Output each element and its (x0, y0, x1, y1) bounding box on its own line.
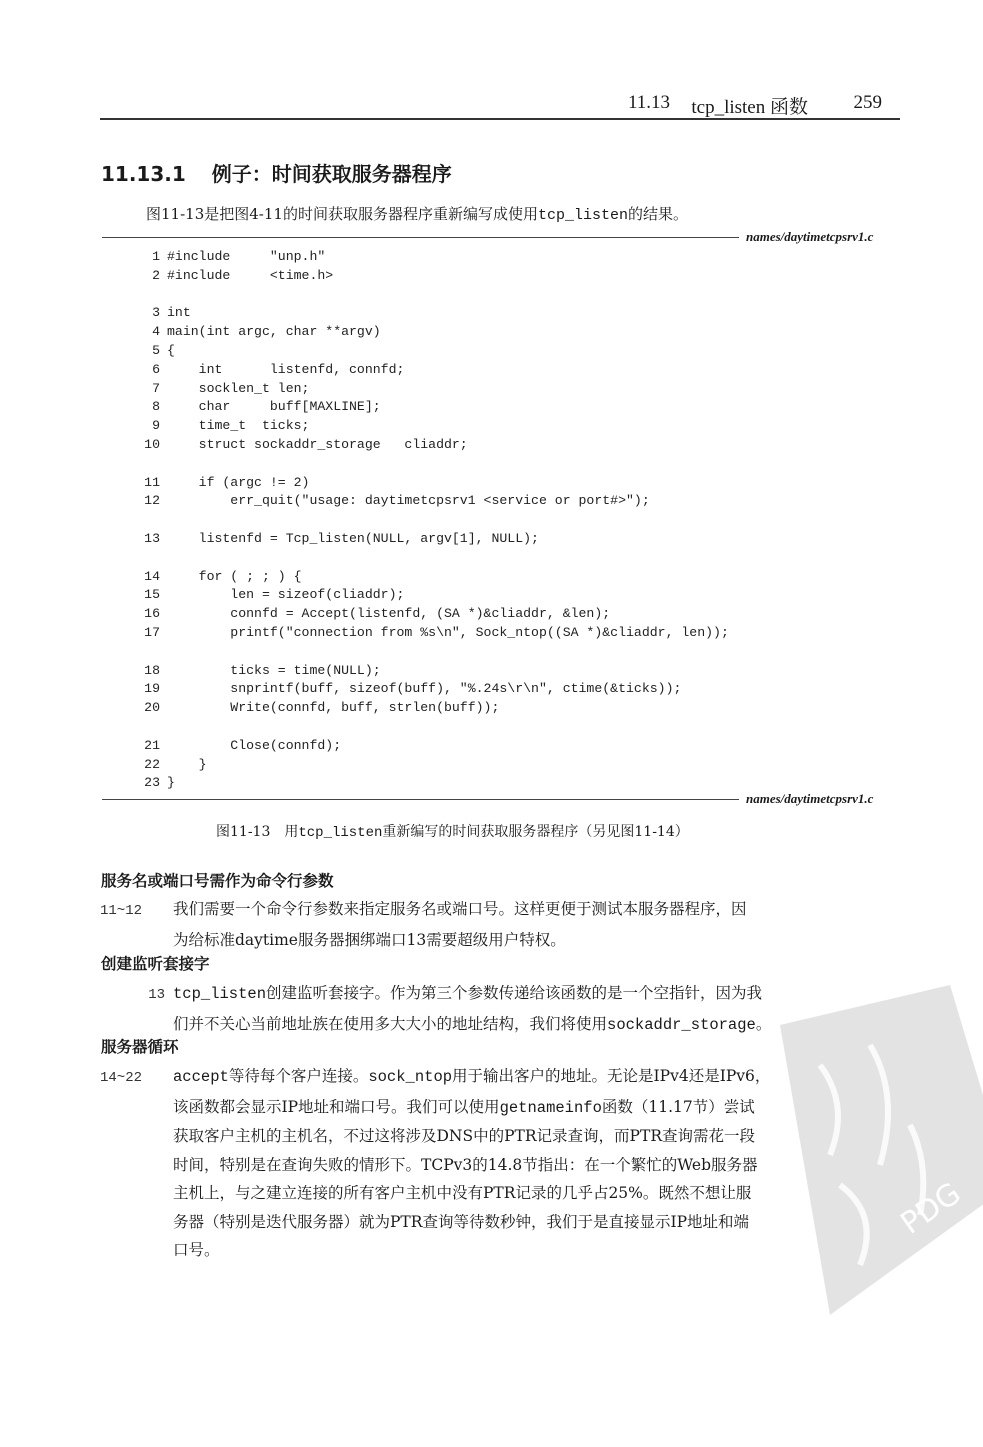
running-head (100, 90, 900, 120)
code-line (130, 248, 729, 267)
para-line: 时间，特别是在查询失败的情形下。TCPv3的14.8节指出：在一个繁忙的Web服务器 (173, 1155, 758, 1174)
code-line (130, 699, 729, 718)
line-number: 13 (144, 530, 160, 546)
para-line: 等待每个客户连接。 (228, 1067, 369, 1085)
line-number: 8 (152, 399, 160, 415)
listing-bottom-rule (102, 799, 739, 800)
line-number: 6 (152, 361, 160, 377)
line-number: 19 (144, 681, 160, 697)
code-text: struct sockaddr_storage cliaddr; (167, 436, 468, 452)
listing-file-label-top: names/daytimetcpsrv1.c (746, 229, 874, 244)
code-line (130, 680, 729, 699)
para-line: 创建监听套接字。作为第三个参数传递给该函数的是一个空指针，因为我 (266, 984, 763, 1002)
code-line (130, 474, 729, 493)
code-listing (130, 248, 729, 793)
line-ref: 11~12 (100, 903, 143, 919)
para-code: accept (173, 1068, 229, 1086)
caption-text: 用 (284, 824, 299, 840)
para-line: 用于输出客户的地址。无论是IPv4还是IPv6， (452, 1067, 771, 1085)
line-number: 9 (152, 418, 160, 434)
code-text: char buff[MAXLINE]; (167, 399, 381, 415)
code-blank-line (130, 643, 729, 662)
figure-number: 图11-13 (216, 824, 271, 840)
intro-code: tcp_listen (537, 207, 628, 224)
line-number: 1 (152, 249, 160, 264)
code-text: snprintf(buff, sizeof(buff), "%.24s\r\n", ctime(&ticks)); (167, 681, 682, 697)
subheading-listen-socket: 创建监听套接字 (101, 955, 210, 973)
line-number: 15 (144, 587, 160, 603)
code-line (130, 398, 729, 417)
code-text: #include "unp.h" (167, 249, 326, 264)
code-line (130, 361, 729, 380)
intro-text-end: 的结果。 (627, 205, 688, 223)
code-line (130, 737, 729, 756)
caption-text-end: 重新编写的时间获取服务器程序（另见图11-14） (382, 824, 689, 840)
line-number: 21 (144, 737, 160, 753)
code-line (130, 436, 729, 455)
line-number: 16 (144, 606, 160, 622)
code-line (130, 568, 729, 587)
caption-code: tcp_listen (298, 825, 383, 841)
code-text: } (167, 775, 175, 791)
code-line (130, 774, 729, 793)
line-number: 2 (152, 267, 160, 283)
code-blank-line (130, 549, 729, 568)
code-text: len = sizeof(cliaddr); (167, 587, 405, 603)
para-code: sockaddr_storage (607, 1015, 756, 1034)
line-number: 22 (144, 756, 160, 772)
line-number: 20 (144, 700, 160, 716)
line-ref: 14~22 (100, 1070, 143, 1086)
para-line: 函数（11.17节）尝试 (601, 1097, 755, 1116)
line-number: 5 (152, 342, 160, 358)
paragraph-args (100, 895, 900, 954)
code-text: socklen_t len; (167, 380, 310, 396)
code-line (130, 530, 729, 549)
code-blank-line (130, 511, 729, 530)
pdg-watermark (760, 985, 983, 1315)
para-code: tcp_listen (173, 985, 267, 1003)
code-text: int (167, 305, 191, 321)
code-line (130, 304, 729, 323)
section-heading (101, 158, 452, 187)
line-number: 18 (144, 662, 160, 678)
line-number: 10 (144, 436, 160, 452)
code-text: #include <time.h> (167, 267, 334, 283)
para-line: 口号。 (173, 1241, 220, 1259)
intro-text: 图11-13是把图4-11的时间获取服务器程序重新编写成使用 (146, 205, 538, 223)
line-ref: 13 (148, 987, 165, 1003)
code-text: listenfd = Tcp_listen(NULL, argv[1], NULL); (167, 530, 539, 546)
code-text: Write(connfd, buff, strlen(buff)); (167, 700, 500, 716)
section-title: 例子：时间获取服务器程序 (211, 162, 452, 186)
para-line: 务器（特别是迭代服务器）就为PTR查询等待数秒钟，我们于是直接显示IP地址和端 (173, 1212, 749, 1231)
subheading-args: 服务名或端口号需作为命令行参数 (101, 872, 334, 890)
code-text: if (argc != 2) (167, 474, 310, 490)
para-code: sock_ntop (368, 1068, 453, 1086)
para-line: 主机上，与之建立连接的所有客户主机中没有PTR记录的几乎占25%。既然不想让服 (173, 1184, 752, 1202)
code-text: for ( ; ; ) { (167, 568, 302, 584)
code-blank-line (130, 455, 729, 474)
code-text: printf("connection from %s\n", Sock_ntop((SA *)&cliaddr, len)); (167, 624, 729, 640)
code-blank-line (130, 286, 729, 305)
code-text: err_quit("usage: daytimetcpsrv1 <service or port#>"); (167, 493, 650, 509)
line-number: 3 (152, 305, 160, 321)
para-line: 为给标准daytime服务器捆绑端口13需要超级用户特权。 (173, 930, 566, 949)
code-text: time_t ticks; (167, 418, 310, 434)
page-number: 259 (853, 92, 882, 113)
intro-paragraph (146, 203, 688, 224)
code-line (130, 342, 729, 361)
code-line (130, 662, 729, 681)
para-line: 们并不关心当前地址族在使用多大大小的地址结构，我们将使用 (173, 1014, 608, 1033)
code-text: } (167, 756, 207, 772)
code-line (130, 756, 729, 775)
code-line (130, 624, 729, 643)
code-blank-line (130, 718, 729, 737)
code-text: ticks = time(NULL); (167, 662, 381, 678)
code-text: main(int argc, char **argv) (167, 324, 381, 340)
code-text: int listenfd, connfd; (167, 361, 405, 377)
section-number: 11.13.1 (101, 162, 186, 186)
para-line: 我们需要一个命令行参数来指定服务名或端口号。这样更便于测试本服务器程序，因 (173, 900, 747, 918)
line-number: 14 (144, 568, 160, 584)
code-line (130, 586, 729, 605)
code-text: { (167, 342, 175, 358)
figure-caption (216, 821, 689, 841)
line-number: 11 (144, 474, 160, 490)
para-line: 获取客户主机的主机名，不过这将涉及DNS中的PTR记录查询，而PTR查询需花一段 (173, 1127, 755, 1145)
line-number: 23 (144, 775, 160, 791)
code-line (130, 605, 729, 624)
line-number: 4 (152, 324, 160, 340)
listing-file-label-bottom: names/daytimetcpsrv1.c (746, 791, 874, 806)
listing-top-rule (102, 237, 739, 238)
code-line (130, 323, 729, 342)
line-number: 12 (144, 493, 160, 509)
line-number: 17 (144, 624, 160, 640)
code-line (130, 417, 729, 436)
code-line (130, 492, 729, 511)
running-head-section: 11.13 (627, 92, 670, 113)
watermark-text: PDG (894, 1175, 968, 1242)
code-text: connfd = Accept(listenfd, (SA *)&cliaddr, &len); (167, 606, 611, 622)
para-code: getnameinfo (499, 1098, 602, 1117)
para-line: 该函数都会显示IP地址和端口号。我们可以使用 (173, 1097, 500, 1116)
code-line (130, 380, 729, 399)
code-line (130, 267, 729, 286)
para-line: 。 (755, 1014, 772, 1033)
line-number: 7 (152, 380, 160, 396)
running-head-title: tcp_listen 函数 (691, 97, 808, 118)
code-text: Close(connfd); (167, 737, 342, 753)
subheading-server-loop: 服务器循环 (101, 1038, 179, 1056)
